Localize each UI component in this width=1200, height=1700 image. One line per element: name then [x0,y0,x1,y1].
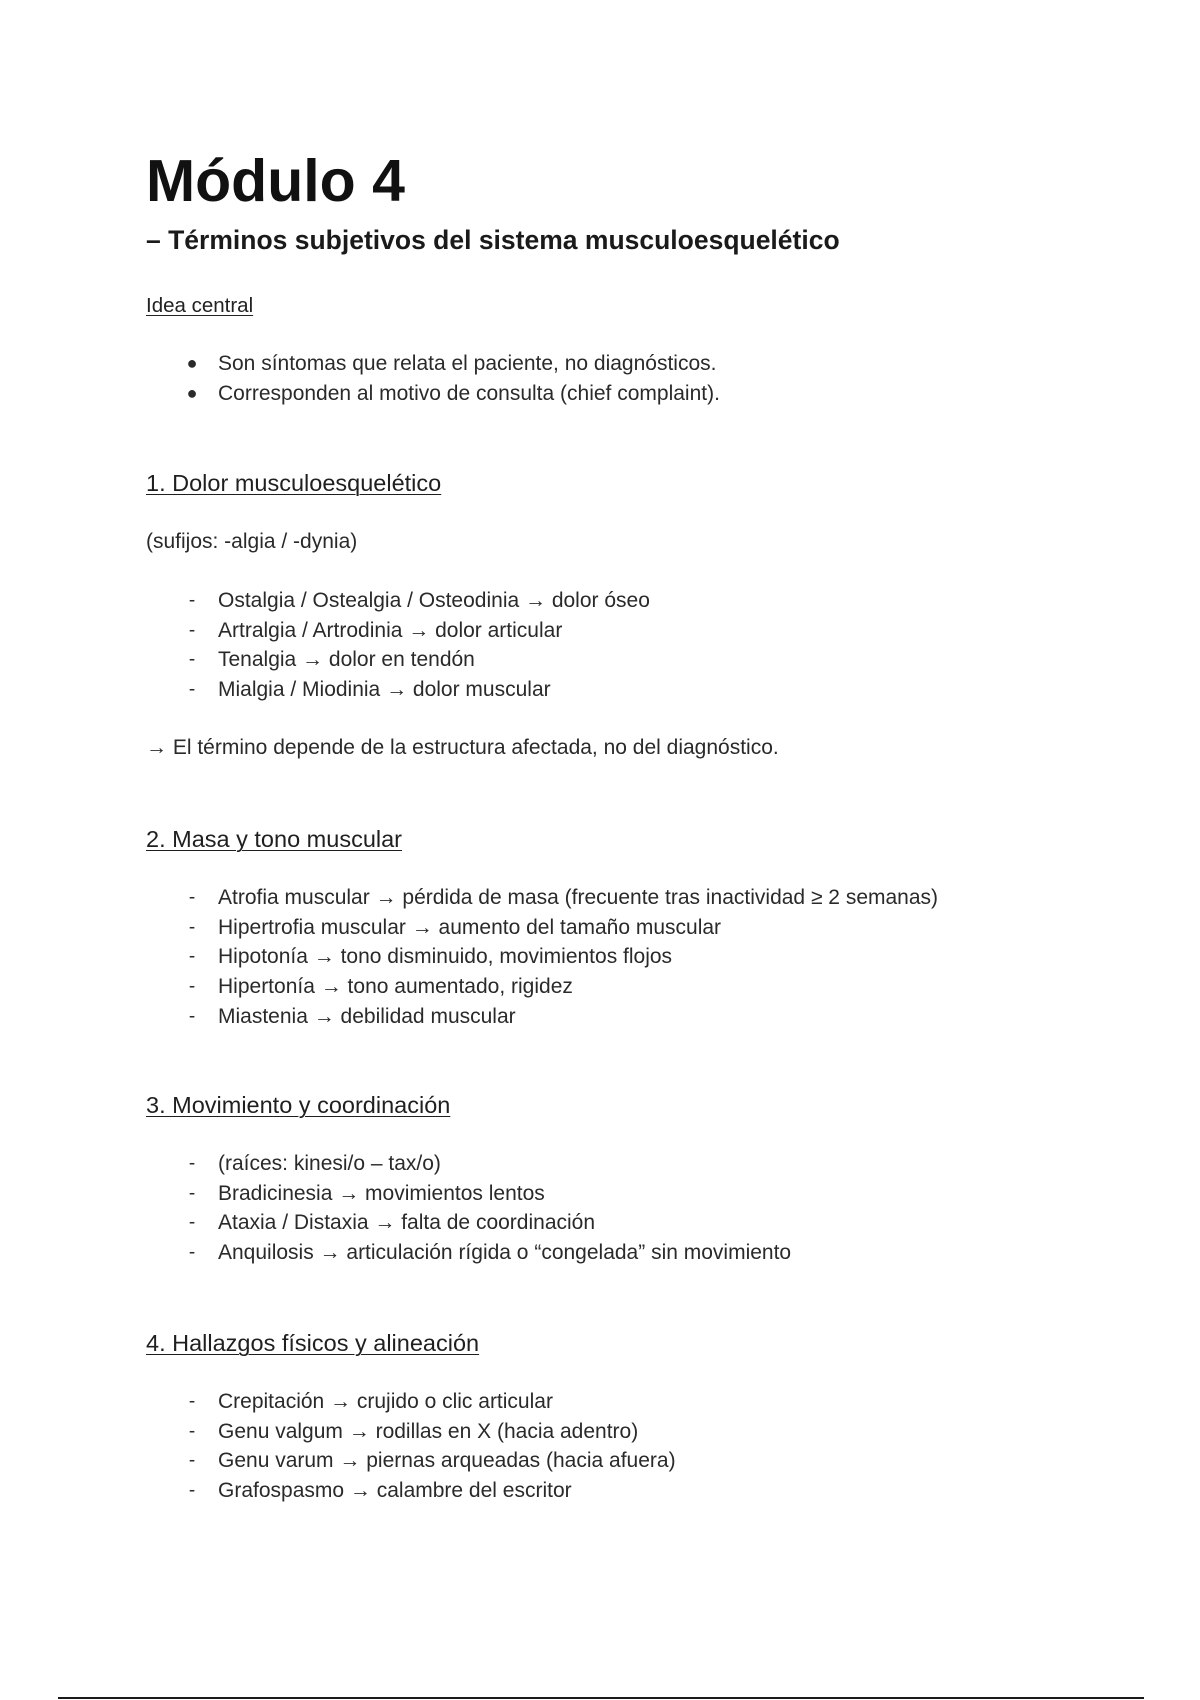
dash-icon: - [188,1182,196,1204]
page-subtitle: – Términos subjetivos del sistema musculoesquelético [146,225,840,255]
bullet-icon: ● [186,353,198,373]
dash-icon: - [188,1450,196,1472]
dash-icon: - [188,1153,196,1174]
dash-icon: - [188,1242,196,1264]
dash-icon: - [188,1391,196,1412]
section-heading-movimiento: 3. Movimiento y coordinación [146,1092,451,1118]
dash-icon: - [188,887,196,908]
dash-icon: - [188,1480,196,1502]
page-title: Módulo 4 [146,148,405,214]
section-intro-sufijos: (sufijos: -algia / -dynia) [146,530,358,553]
dash-icon: - [188,1212,196,1234]
dash-icon: - [188,946,196,968]
section-note-dolor: → El término depende de la estructura afectada, no del diagnóstico. [146,736,779,759]
dash-icon: - [188,679,196,701]
dash-icon: - [188,916,196,938]
page-bottom-divider [58,1697,1144,1699]
idea-central-label: Idea central [146,294,254,317]
dash-icon: - [188,1005,196,1027]
section-heading-hallazgos: 4. Hallazgos físicos y alineación [146,1330,480,1356]
bullet-icon: ● [186,382,198,403]
dash-icon: - [188,649,196,671]
dash-icon: - [188,590,196,611]
dash-icon: - [188,1420,196,1442]
section-heading-dolor: 1. Dolor musculoesquelético [146,470,442,496]
dash-icon: - [188,619,196,641]
dash-icon: - [188,976,196,998]
section-heading-masa: 2. Masa y tono muscular [146,826,402,852]
